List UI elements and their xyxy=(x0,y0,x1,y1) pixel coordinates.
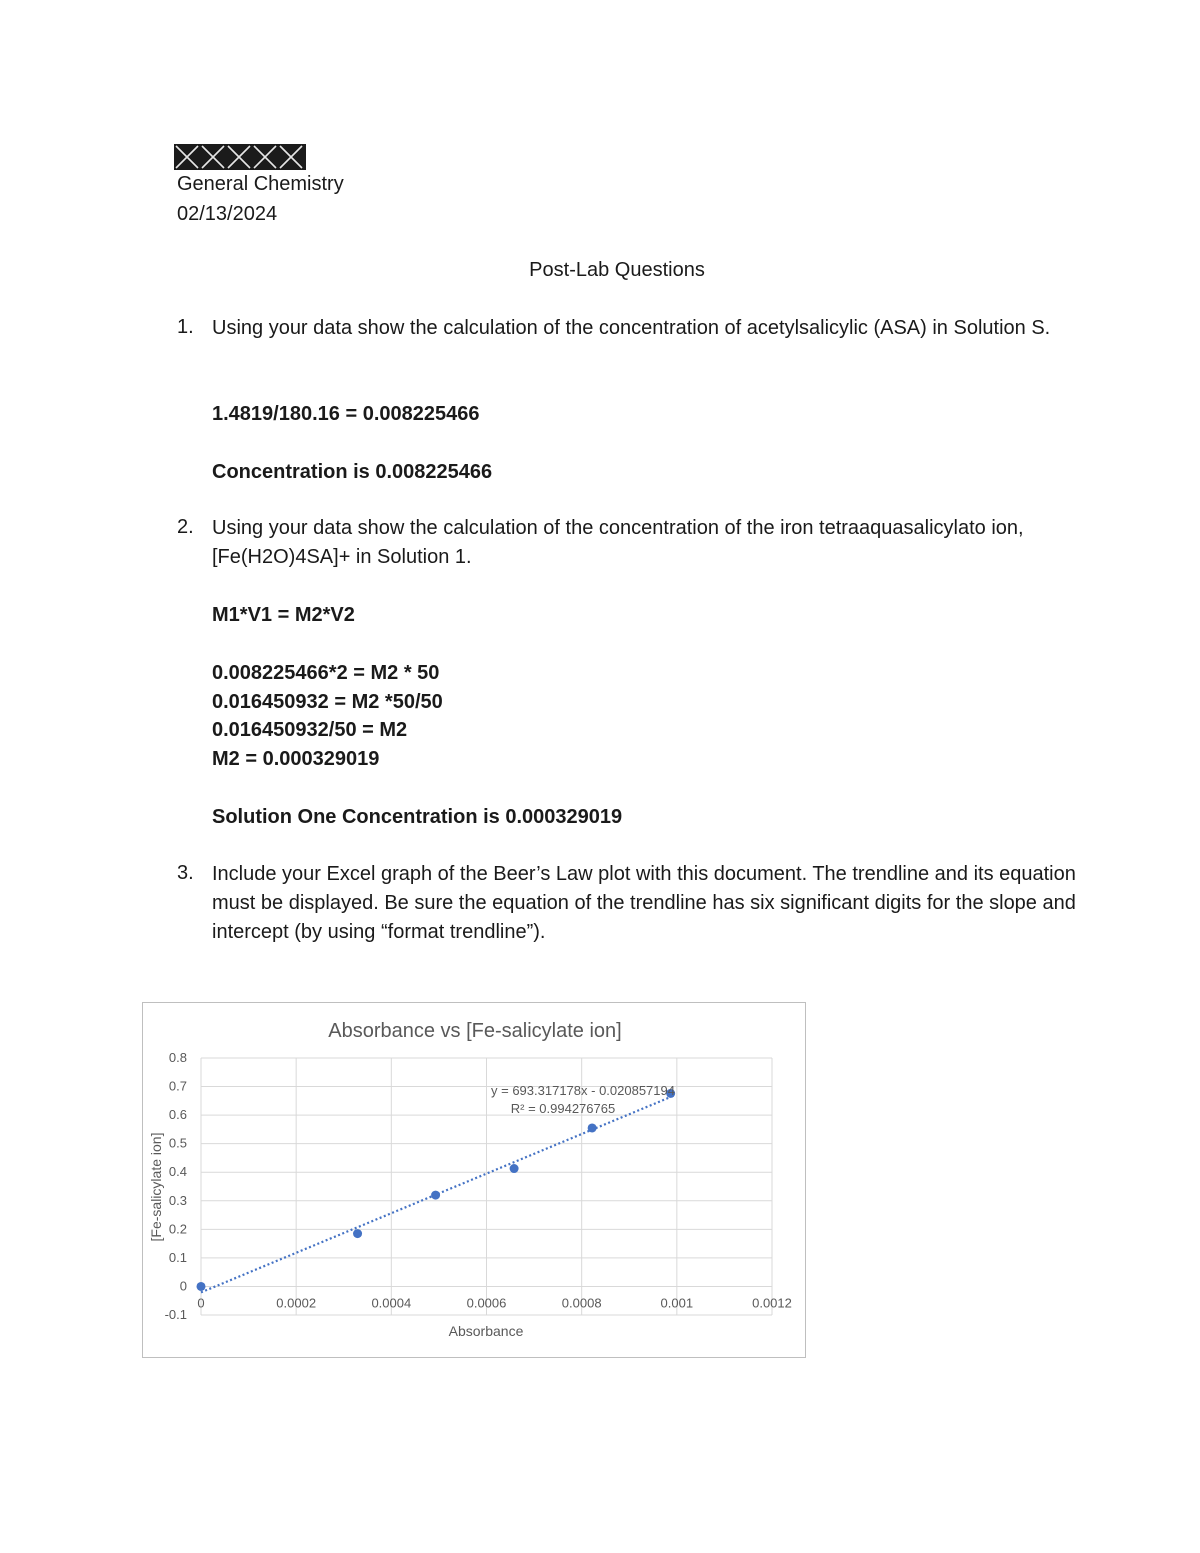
y-tick-label: 0.3 xyxy=(168,1192,187,1208)
x-tick-label: 0.0004 xyxy=(371,1295,412,1311)
x-tick-label: 0.001 xyxy=(660,1295,694,1311)
question-1-number: 1. xyxy=(177,316,194,338)
data-point xyxy=(588,1123,597,1132)
x-tick-label: 0.0012 xyxy=(752,1295,792,1311)
question-2-answer-line: 0.008225466*2 = M2 * 50 xyxy=(212,662,440,684)
question-1-answer-line: 1.4819/180.16 = 0.008225466 xyxy=(212,403,480,425)
chart-canvas xyxy=(143,1003,807,1359)
redacted-name-block xyxy=(174,144,306,170)
question-1-text: Using your data show the calculation of the concentration of acetylsalicylic (ASA) in Solution S. xyxy=(212,317,1051,339)
y-axis-label: [Fe-salicylate ion] xyxy=(148,1132,164,1242)
y-tick-label: 0.7 xyxy=(168,1078,187,1094)
question-2-answer-line: M2 = 0.000329019 xyxy=(212,748,380,770)
x-axis-label: Absorbance xyxy=(448,1323,524,1339)
question-2-answer-line: M1*V1 = M2*V2 xyxy=(212,604,355,626)
y-tick-label: 0.2 xyxy=(168,1221,187,1237)
question-2-answer-line: 0.016450932 = M2 *50/50 xyxy=(212,691,443,713)
data-point xyxy=(510,1164,519,1173)
question-2-answer-line: 0.016450932/50 = M2 xyxy=(212,719,408,741)
question-3-text: Include your Excel graph of the Beer’s Law plot with this document. The trendline and its equation must be displayed. Be sure the equation of the trendline has six significant digits for the slope and intercept (by using “format trendline”). xyxy=(212,863,1076,943)
data-point xyxy=(353,1229,362,1238)
r-squared-label: R² = 0.994276765 xyxy=(510,1101,616,1116)
page-title: Post-Lab Questions xyxy=(529,259,705,281)
document-date: 02/13/2024 xyxy=(177,203,278,225)
y-tick-label: 0.4 xyxy=(168,1164,187,1180)
x-tick-label: 0.0006 xyxy=(466,1295,507,1311)
y-tick-label: 0.5 xyxy=(168,1135,187,1151)
y-tick-label: 0.8 xyxy=(168,1050,187,1065)
x-tick-label: 0.0008 xyxy=(561,1295,602,1311)
data-point xyxy=(431,1191,440,1200)
question-2-number: 2. xyxy=(177,516,194,538)
question-2-answer-line: Solution One Concentration is 0.000329019 xyxy=(212,806,623,828)
question-2-text: Using your data show the calculation of the concentration of the iron tetraaquasalicylato ion, [Fe(H2O)4SA]+ in Solution 1. xyxy=(212,517,1024,568)
x-tick-label: 0 xyxy=(197,1295,205,1311)
beers-law-chart xyxy=(142,1002,806,1358)
y-tick-label: 0.6 xyxy=(168,1107,187,1123)
course-name: General Chemistry xyxy=(177,173,344,195)
question-1-answer-line: Concentration is 0.008225466 xyxy=(212,461,493,483)
y-tick-label: 0 xyxy=(179,1278,187,1294)
x-tick-label: 0.0002 xyxy=(276,1295,317,1311)
chart-title: Absorbance vs [Fe-salicylate ion] xyxy=(328,1020,622,1042)
y-tick-label: -0.1 xyxy=(164,1307,187,1322)
data-point xyxy=(197,1282,206,1291)
question-3-number: 3. xyxy=(177,862,194,884)
trendline-equation: y = 693.317178x - 0.020857194 xyxy=(491,1083,675,1098)
y-tick-label: 0.1 xyxy=(168,1249,187,1265)
